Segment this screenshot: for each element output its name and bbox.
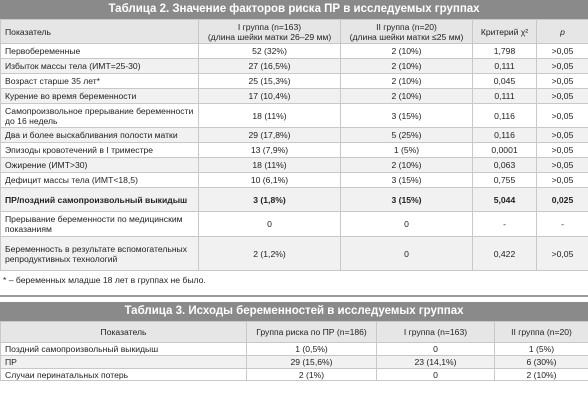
header-group2 xyxy=(341,20,473,44)
row-indicator: Два и более выскабливания полости матки xyxy=(1,128,199,143)
table3-header-row xyxy=(1,322,588,343)
row-p: >0,05 xyxy=(537,104,588,128)
table3-title-text: Таблица 3. Исходы беременностей в исследуемых группах xyxy=(124,305,464,317)
row-group2: 6 (30%) xyxy=(495,356,588,369)
row-group2: 1 (5%) xyxy=(341,143,473,158)
row-indicator: Случаи перинатальных потерь xyxy=(1,369,247,381)
row-group2: 0 xyxy=(341,212,473,237)
header-group1-line1: I группа (n=163) xyxy=(237,21,302,32)
row-group1: 25 (15,3%) xyxy=(199,74,341,89)
row-chi: 0,045 xyxy=(473,74,537,89)
row-p: >0,05 xyxy=(537,158,588,173)
row-indicator: Первобеременные xyxy=(1,44,199,59)
row-risk: 29 (15,6%) xyxy=(247,356,377,369)
row-group2: 2 (10%) xyxy=(341,44,473,59)
table-row xyxy=(1,74,588,89)
row-chi: 0,422 xyxy=(473,237,537,271)
row-group1: 18 (11%) xyxy=(199,104,341,128)
row-group1: 27 (16,5%) xyxy=(199,59,341,74)
header-group1-line2: (длина шейки матки 26–29 мм) xyxy=(207,31,332,42)
row-group2: 1 (5%) xyxy=(495,343,588,356)
row-chi: 5,044 xyxy=(473,188,537,212)
table-row xyxy=(1,44,588,59)
row-group1: 23 (14,1%) xyxy=(377,356,495,369)
row-p: >0,05 xyxy=(537,44,588,59)
row-p: >0,05 xyxy=(537,59,588,74)
table-row xyxy=(1,89,588,104)
row-group1: 29 (17,8%) xyxy=(199,128,341,143)
row-group2: 2 (10%) xyxy=(341,89,473,104)
header-group1: I группа (n=163) xyxy=(377,322,495,343)
row-indicator: Дефицит массы тела (ИМТ<18,5) xyxy=(1,173,199,188)
header-risk-group: Группа риска по ПР (n=186) xyxy=(247,322,377,343)
table2-title xyxy=(0,0,588,19)
row-group1: 3 (1,8%) xyxy=(199,188,341,212)
table2-header-row xyxy=(1,20,588,44)
row-chi: 1,798 xyxy=(473,44,537,59)
row-group1: 10 (6,1%) xyxy=(199,173,341,188)
row-group2: 3 (15%) xyxy=(341,188,473,212)
row-indicator: Прерывание беременности по медицинским показаниям xyxy=(1,212,199,237)
table-row xyxy=(1,369,588,381)
table-separator xyxy=(0,295,588,302)
table2-footnote: * – беременных младше 18 лет в группах не было. xyxy=(3,275,206,285)
row-p: >0,05 xyxy=(537,128,588,143)
row-p: >0,05 xyxy=(537,143,588,158)
header-group2-line2: (длина шейки матки ≤25 мм) xyxy=(349,31,464,42)
table-row xyxy=(1,343,588,356)
row-p: >0,05 xyxy=(537,89,588,104)
table-row xyxy=(1,173,588,188)
row-indicator: ПР xyxy=(1,356,247,369)
row-indicator: Поздний самопроизвольный выкидыш xyxy=(1,343,247,356)
header-group2: II группа (n=20) xyxy=(495,322,588,343)
table3-title xyxy=(0,302,588,321)
table-row xyxy=(1,212,588,237)
row-chi: 0,111 xyxy=(473,59,537,74)
row-group2: 3 (15%) xyxy=(341,173,473,188)
row-indicator: Беременность в результате вспомогательных репродуктивных технологий xyxy=(1,237,199,271)
table-row xyxy=(1,128,588,143)
row-p: >0,05 xyxy=(537,173,588,188)
row-p: >0,05 xyxy=(537,237,588,271)
row-group2: 2 (10%) xyxy=(341,74,473,89)
row-indicator: Самопроизвольное прерывание беременности до 16 недель xyxy=(1,104,199,128)
table-row xyxy=(1,104,588,128)
table2-title-text: Таблица 2. Значение факторов риска ПР в исследуемых группах xyxy=(108,3,480,15)
row-group1: 13 (7,9%) xyxy=(199,143,341,158)
row-risk: 1 (0,5%) xyxy=(247,343,377,356)
row-group1: 0 xyxy=(199,212,341,237)
row-group2: 2 (10%) xyxy=(341,59,473,74)
row-indicator: Избыток массы тела (ИМТ=25-30) xyxy=(1,59,199,74)
table-row xyxy=(1,59,588,74)
row-group2: 3 (15%) xyxy=(341,104,473,128)
row-group1: 0 xyxy=(377,343,495,356)
row-chi: 0,063 xyxy=(473,158,537,173)
row-indicator: Эпизоды кровотечений в I триместре xyxy=(1,143,199,158)
table2 xyxy=(0,19,588,271)
row-group1: 0 xyxy=(377,369,495,381)
row-indicator: Ожирение (ИМТ>30) xyxy=(1,158,199,173)
row-indicator: Возраст старше 35 лет* xyxy=(1,74,199,89)
row-group2: 5 (25%) xyxy=(341,128,473,143)
row-chi: 0,116 xyxy=(473,128,537,143)
table3 xyxy=(0,321,588,381)
row-chi: 0,0001 xyxy=(473,143,537,158)
row-chi: 0,111 xyxy=(473,89,537,104)
row-chi: 0,755 xyxy=(473,173,537,188)
row-p: 0,025 xyxy=(537,188,588,212)
row-group1: 2 (1,2%) xyxy=(199,237,341,271)
row-chi: 0,116 xyxy=(473,104,537,128)
row-chi: - xyxy=(473,212,537,237)
row-group2: 2 (10%) xyxy=(341,158,473,173)
header-chi: Критерий χ² xyxy=(473,20,537,44)
row-group2: 2 (10%) xyxy=(495,369,588,381)
row-group2: 0 xyxy=(341,237,473,271)
row-group1: 17 (10,4%) xyxy=(199,89,341,104)
table-row xyxy=(1,356,588,369)
row-indicator: Курение во время беременности xyxy=(1,89,199,104)
table-row xyxy=(1,188,588,212)
row-group1: 52 (32%) xyxy=(199,44,341,59)
table-row xyxy=(1,143,588,158)
row-risk: 2 (1%) xyxy=(247,369,377,381)
header-indicator: Показатель xyxy=(1,322,247,343)
table-row xyxy=(1,158,588,173)
table-row xyxy=(1,237,588,271)
header-indicator: Показатель xyxy=(1,20,199,44)
row-indicator: ПР/поздний самопроизвольный выкидыш xyxy=(1,188,199,212)
row-p: - xyxy=(537,212,588,237)
header-p: p xyxy=(537,20,588,44)
row-p: >0,05 xyxy=(537,74,588,89)
header-group1 xyxy=(199,20,341,44)
row-group1: 18 (11%) xyxy=(199,158,341,173)
header-group2-line1: II группа (n=20) xyxy=(376,21,437,32)
